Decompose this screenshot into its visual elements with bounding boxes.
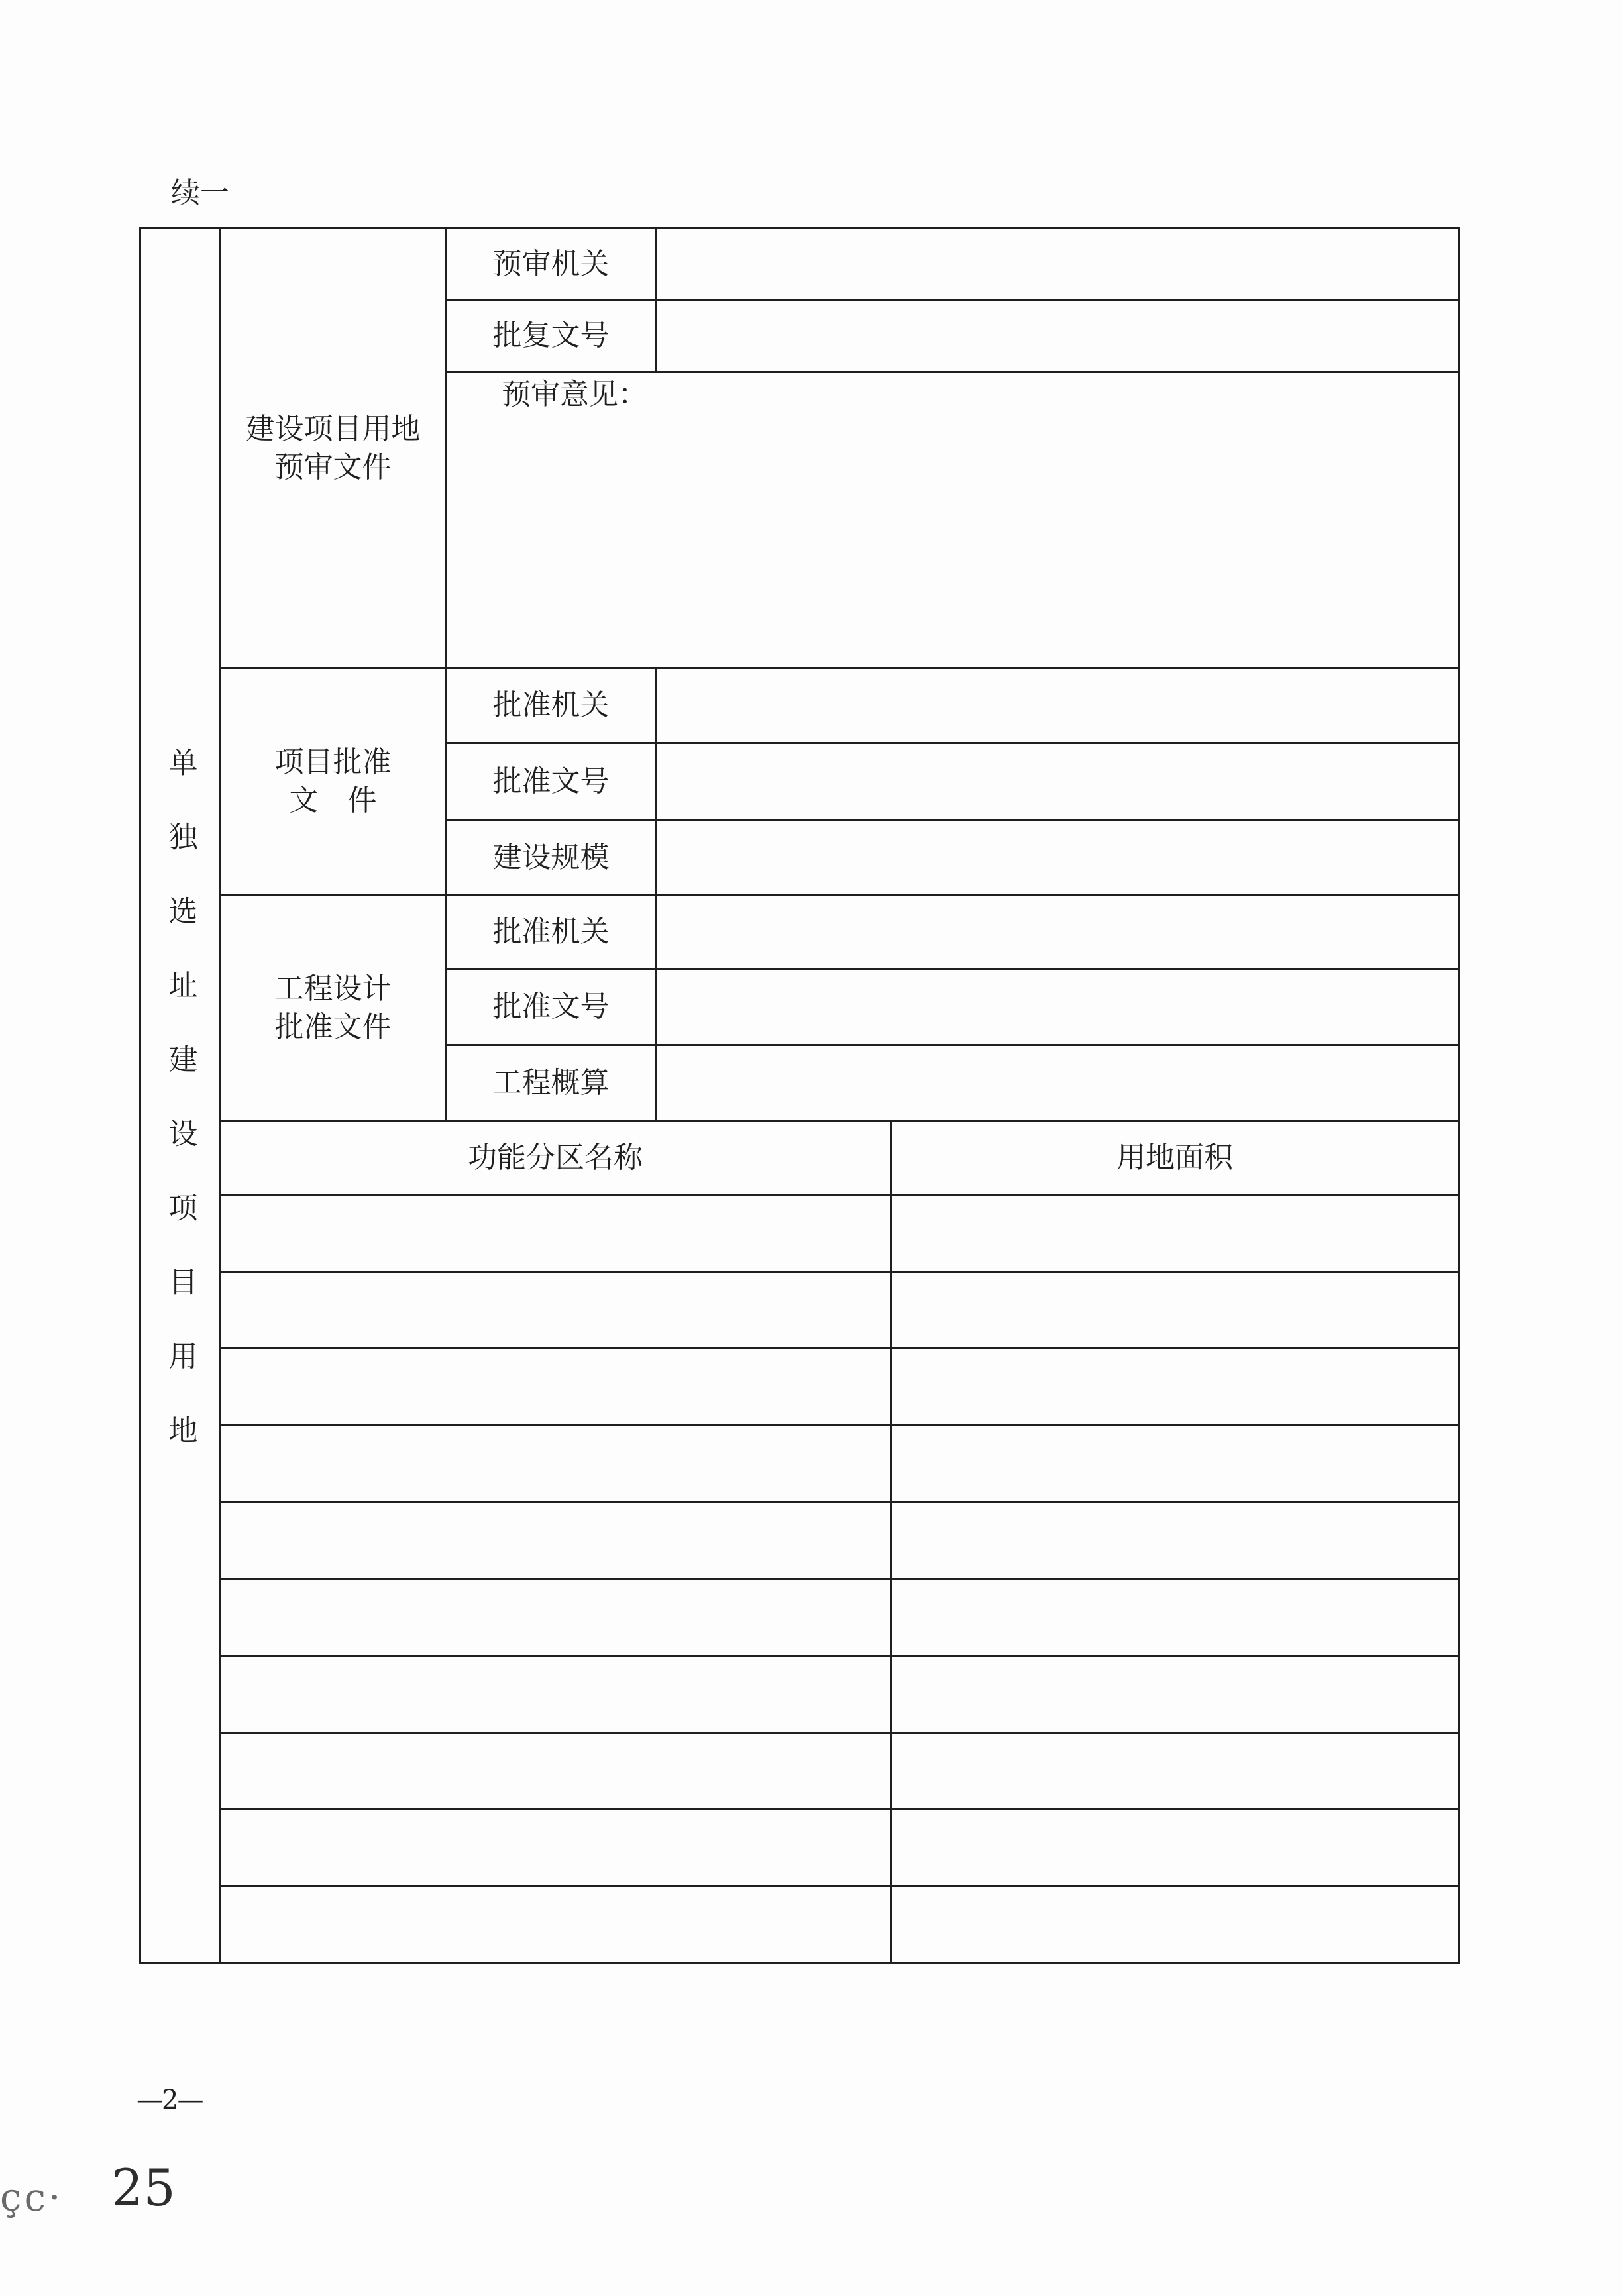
table-cell (221, 1273, 892, 1349)
field-value (657, 229, 1460, 301)
group-label-line: 项目批准 (274, 745, 392, 779)
group-label-project-approval (221, 669, 447, 896)
table-cell (221, 1734, 892, 1810)
field-value (657, 669, 1460, 744)
stamp-number: 25 (111, 2158, 176, 2217)
column-header-zone-name: 功能分区名称 (221, 1122, 892, 1196)
field-label: 批准文号 (447, 970, 657, 1046)
column-header-land-area: 用地面积 (892, 1122, 1460, 1196)
group-label-design-approval (221, 896, 447, 1122)
table-cell (221, 1503, 892, 1580)
field-value (657, 744, 1460, 821)
page-number: —2— (136, 2085, 203, 2115)
field-label: 预审机关 (447, 229, 657, 301)
table-cell (892, 1196, 1460, 1273)
table-cell (892, 1810, 1460, 1887)
table-cell (221, 1349, 892, 1426)
land-use-form-table (139, 227, 1460, 1964)
field-value (657, 896, 1460, 970)
field-label: 批复文号 (447, 301, 657, 373)
field-label: 建设规模 (447, 821, 657, 896)
group-label-line: 工程设计 (274, 972, 392, 1006)
field-label: 工程概算 (447, 1046, 657, 1122)
side-title-cell (141, 229, 221, 1964)
preapproval-opinion-cell (447, 373, 1460, 669)
table-cell (892, 1657, 1460, 1734)
field-label: 批准机关 (447, 896, 657, 970)
group-label-line: 批准文件 (274, 1010, 392, 1044)
table-cell (221, 1196, 892, 1273)
table-cell (892, 1734, 1460, 1810)
field-label: 批准文号 (447, 744, 657, 821)
field-value (657, 970, 1460, 1046)
table-cell (892, 1887, 1460, 1964)
table-cell (221, 1810, 892, 1887)
field-label: 批准机关 (447, 669, 657, 744)
group-label-line: 建设项目用地 (245, 411, 421, 446)
table-cell (221, 1657, 892, 1734)
group-label-line: 预审文件 (274, 450, 392, 484)
table-cell (892, 1580, 1460, 1657)
table-cell (892, 1273, 1460, 1349)
continuation-label: 续一 (171, 176, 229, 210)
field-value (657, 1046, 1460, 1122)
table-cell (221, 1887, 892, 1964)
group-label-preapproval (221, 229, 447, 669)
table-cell (221, 1426, 892, 1503)
stamp-fragment: çc· (0, 2175, 64, 2220)
table-cell (892, 1503, 1460, 1580)
table-cell (221, 1580, 892, 1657)
side-title: 单独选址建设项目用地 (163, 747, 197, 1489)
table-cell (892, 1426, 1460, 1503)
group-label-line: 文 件 (289, 784, 377, 817)
table-cell (892, 1349, 1460, 1426)
opinion-label: 预审意见： (502, 378, 647, 411)
field-value (657, 301, 1460, 373)
field-value (657, 821, 1460, 896)
